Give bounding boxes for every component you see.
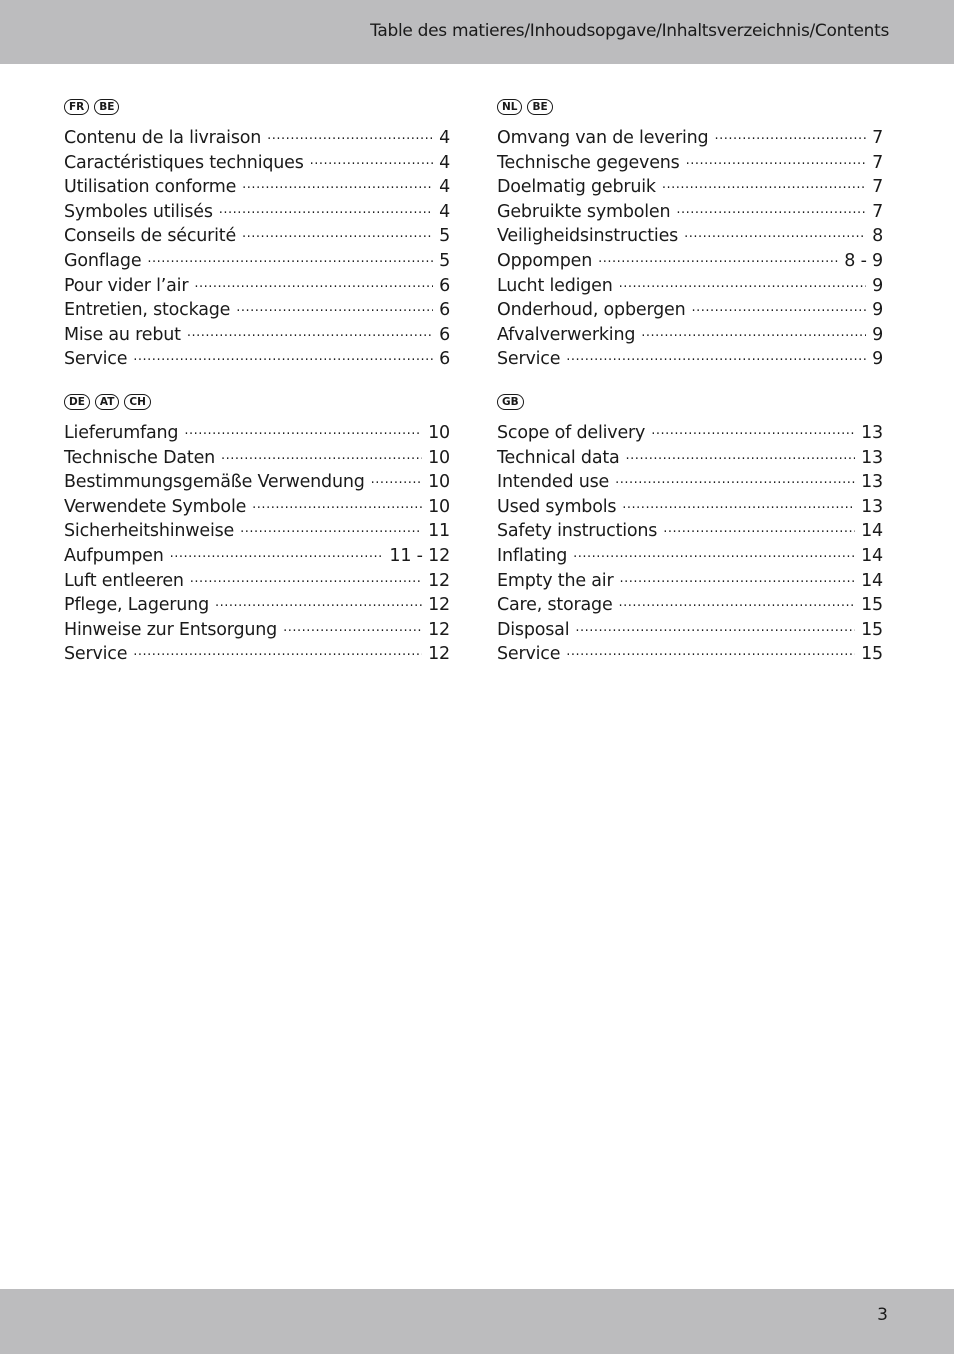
dot-leader (283, 614, 422, 635)
toc-entry-page: 6 (439, 324, 450, 345)
toc-entry-page: 7 (872, 177, 883, 198)
dot-leader (190, 565, 422, 586)
toc-entry (497, 417, 883, 442)
toc-entry-label: Hinweise zur Entsorgung (64, 619, 278, 640)
toc-entry-label: Care, storage (497, 595, 613, 616)
toc-entry (497, 491, 883, 516)
toc-entry-page: 15 (861, 644, 883, 665)
toc-entry-page: 14 (861, 570, 883, 591)
toc-entry (64, 122, 450, 147)
header-title: Table des matieres/Inhoudsopgave/Inhaltsverzeichnis/Contents (370, 21, 889, 41)
toc-entry (64, 589, 450, 614)
toc-entry (497, 343, 883, 368)
toc-entry-label: Omvang van de levering (497, 128, 709, 148)
toc-entry-page: 10 (428, 472, 450, 493)
toc-section-fr (64, 96, 450, 368)
toc-entry-label: Contenu de la livraison (64, 128, 262, 148)
toc-entry (64, 147, 450, 172)
dot-leader (219, 196, 433, 217)
toc-entry-label: Onderhoud, opbergen (497, 300, 686, 321)
toc-section-gb (497, 391, 883, 663)
toc-entry-page: 12 (428, 570, 450, 591)
language-badge: DE (64, 394, 90, 410)
toc-entry (64, 638, 450, 663)
toc-entry-label: Inflating (497, 545, 568, 566)
toc-entry (64, 245, 450, 270)
page-number: 3 (877, 1305, 888, 1325)
toc-entry (64, 171, 450, 196)
toc-entry-page: 14 (861, 545, 883, 566)
dot-leader (676, 196, 866, 217)
toc-entry (497, 319, 883, 344)
toc-entry-label: Technische gegevens (497, 152, 680, 173)
toc-list (64, 417, 450, 663)
toc-entry-page: 13 (861, 423, 883, 443)
toc-entry-page: 10 (428, 423, 450, 443)
toc-entry-label: Doelmatig gebruik (497, 177, 656, 198)
dot-leader (170, 540, 384, 561)
dot-leader (619, 589, 856, 610)
toc-entry-label: Sicherheitshinweise (64, 521, 235, 542)
toc-entry-label: Service (497, 644, 561, 665)
toc-entry-label: Service (64, 349, 128, 370)
toc-entry-page: 9 (872, 300, 883, 321)
dot-leader (147, 245, 433, 266)
language-badge: NL (497, 99, 522, 115)
toc-entry-label: Veiligheidsinstructies (497, 226, 679, 247)
toc-entry (64, 565, 450, 590)
language-badge: CH (124, 394, 151, 410)
toc-entry-page: 9 (872, 275, 883, 296)
language-badges (497, 96, 883, 118)
toc-entry (497, 270, 883, 295)
toc-list (497, 122, 883, 368)
toc-entry-label: Verwendete Symbole (64, 496, 247, 517)
toc-entry-label: Empty the air (497, 570, 614, 591)
toc-entry (497, 196, 883, 221)
dot-leader (221, 442, 422, 463)
toc-entry (497, 614, 883, 639)
toc-entry (497, 245, 883, 270)
toc-list (64, 122, 450, 368)
toc-entry (64, 442, 450, 467)
toc-entry-page: 5 (439, 226, 450, 247)
toc-entry-page: 10 (428, 447, 450, 468)
language-badges (64, 391, 450, 413)
toc-entry-page: 11 - 12 (389, 545, 450, 566)
toc-entry-page: 10 (428, 496, 450, 517)
toc-entry-page: 9 (872, 349, 883, 370)
toc-entry-label: Caractéristiques techniques (64, 152, 304, 173)
dot-leader (651, 417, 855, 438)
toc-entry (64, 319, 450, 344)
toc-entry-page: 7 (872, 201, 883, 222)
toc-entry (497, 294, 883, 319)
toc-entry-page: 14 (861, 521, 883, 542)
dot-leader (133, 343, 433, 364)
toc-entry (497, 638, 883, 663)
toc-entry (64, 466, 450, 491)
language-badge: AT (95, 394, 119, 410)
toc-entry-label: Luft entleeren (64, 570, 184, 591)
dot-leader (240, 515, 422, 536)
dot-leader (194, 270, 433, 291)
toc-entry-page: 12 (428, 644, 450, 665)
dot-leader (692, 294, 867, 315)
toc-entry-page: 6 (439, 275, 450, 296)
dot-leader (641, 319, 866, 340)
toc-entry-label: Bestimmungsgemäße Verwendung (64, 472, 365, 493)
toc-entry-page: 5 (439, 250, 450, 271)
toc-entry-label: Safety instructions (497, 521, 658, 542)
toc-entry-label: Service (64, 644, 128, 665)
toc-entry-label: Mise au rebut (64, 324, 181, 345)
toc-entry (64, 540, 450, 565)
toc-entry (497, 466, 883, 491)
dot-leader (566, 638, 855, 659)
toc-entry-page: 4 (439, 152, 450, 173)
toc-entry-page: 15 (861, 595, 883, 616)
toc-entry (64, 491, 450, 516)
toc-entry-page: 15 (861, 619, 883, 640)
toc-entry-page: 7 (872, 152, 883, 173)
toc-entry-label: Used symbols (497, 496, 617, 517)
toc-entry-label: Symboles utilisés (64, 201, 213, 222)
toc-entry-label: Utilisation conforme (64, 177, 237, 198)
toc-entry-label: Gebruikte symbolen (497, 201, 671, 222)
dot-leader (575, 614, 855, 635)
toc-list (497, 417, 883, 663)
toc-entry-page: 13 (861, 447, 883, 468)
dot-leader (619, 565, 855, 586)
page-header (0, 0, 954, 64)
toc-entry-label: Lieferumfang (64, 423, 179, 443)
toc-entry-label: Pour vider l’air (64, 275, 189, 296)
toc-entry-page: 13 (861, 472, 883, 493)
dot-leader (184, 417, 422, 438)
toc-entry-label: Aufpumpen (64, 545, 164, 566)
toc-entry (64, 614, 450, 639)
toc-section-nl (497, 96, 883, 368)
language-badge: FR (64, 99, 89, 115)
toc-section-de (64, 391, 450, 663)
toc-entry-page: 11 (428, 521, 450, 542)
toc-entry-page: 12 (428, 595, 450, 616)
toc-entry (497, 220, 883, 245)
toc-entry-label: Technische Daten (64, 447, 216, 468)
dot-leader (215, 589, 422, 610)
toc-entry-page: 9 (872, 324, 883, 345)
dot-leader (662, 171, 866, 192)
toc-entry-label: Service (497, 349, 561, 370)
toc-entry (64, 196, 450, 221)
language-badge: GB (497, 394, 524, 410)
dot-leader (187, 319, 433, 340)
toc-entry (497, 540, 883, 565)
toc-entry-page: 7 (872, 128, 883, 148)
toc-entry (64, 515, 450, 540)
page-footer (0, 1289, 954, 1354)
toc-entry-label: Afvalverwerking (497, 324, 636, 345)
toc-entry (497, 147, 883, 172)
toc-entry-label: Entretien, stockage (64, 300, 231, 321)
dot-leader (242, 220, 433, 241)
dot-leader (242, 171, 433, 192)
toc-entry (497, 122, 883, 147)
dot-leader (615, 466, 855, 487)
toc-entry-label: Oppompen (497, 250, 593, 271)
language-badge: BE (527, 99, 552, 115)
dot-leader (626, 442, 856, 463)
language-badge: BE (94, 99, 119, 115)
toc-entry-page: 12 (428, 619, 450, 640)
toc-entry-label: Intended use (497, 472, 610, 493)
toc-entry-label: Scope of delivery (497, 423, 646, 443)
toc-entry (64, 294, 450, 319)
dot-leader (267, 122, 433, 143)
dot-leader (573, 540, 855, 561)
language-badges (64, 96, 450, 118)
toc-entry (64, 270, 450, 295)
dot-leader (371, 466, 422, 487)
toc-entry-label: Gonflage (64, 250, 142, 271)
language-badges (497, 391, 883, 413)
dot-leader (566, 343, 866, 364)
toc-entry-page: 4 (439, 177, 450, 198)
dot-leader (684, 220, 866, 241)
toc-entry (497, 565, 883, 590)
toc-entry-page: 8 (872, 226, 883, 247)
dot-leader (686, 147, 866, 168)
toc-entry-page: 4 (439, 128, 450, 148)
toc-entry-page: 8 - 9 (844, 250, 883, 271)
toc-entry-page: 6 (439, 300, 450, 321)
toc-entry-label: Pflege, Lagerung (64, 595, 209, 616)
dot-leader (310, 147, 433, 168)
dot-leader (252, 491, 422, 512)
toc-entry (497, 442, 883, 467)
dot-leader (714, 122, 866, 143)
toc-entry (64, 343, 450, 368)
dot-leader (619, 270, 866, 291)
toc-entry (497, 589, 883, 614)
toc-entry (64, 220, 450, 245)
toc-entry (497, 171, 883, 196)
dot-leader (236, 294, 433, 315)
toc-entry-label: Conseils de sécurité (64, 226, 237, 247)
dot-leader (598, 245, 838, 266)
toc-entry (497, 515, 883, 540)
toc-entry-page: 4 (439, 201, 450, 222)
toc-entry (64, 417, 450, 442)
toc-entry-page: 13 (861, 496, 883, 517)
dot-leader (133, 638, 422, 659)
toc-entry-label: Lucht ledigen (497, 275, 613, 296)
dot-leader (663, 515, 855, 536)
toc-entry-page: 6 (439, 349, 450, 370)
toc-entry-label: Disposal (497, 619, 570, 640)
toc-entry-label: Technical data (497, 447, 620, 468)
dot-leader (622, 491, 855, 512)
